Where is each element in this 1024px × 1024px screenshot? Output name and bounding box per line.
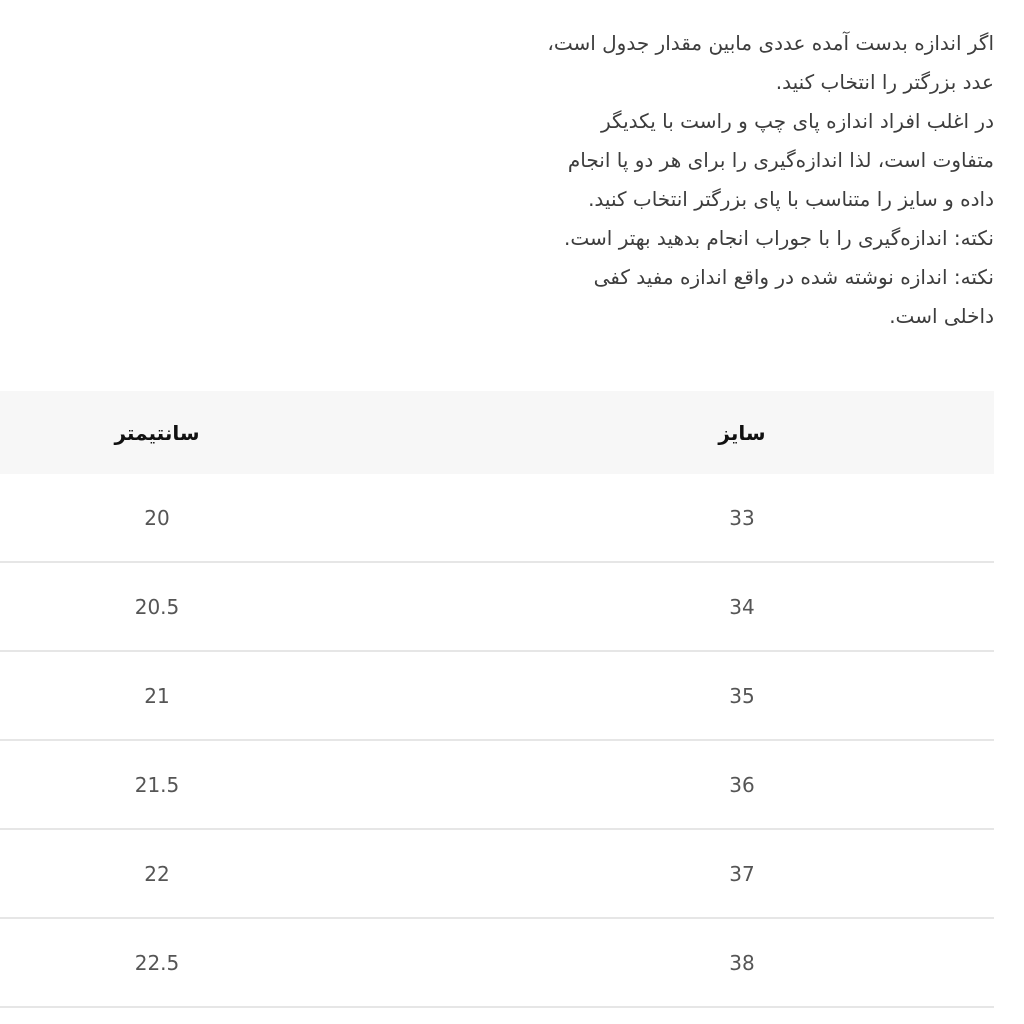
centimeter-cell: 21.5 bbox=[0, 740, 478, 829]
centimeter-cell: 21 bbox=[0, 651, 478, 740]
size-cell: 38 bbox=[478, 918, 994, 1007]
note-line: نکته: اندازه‌گیری را با جوراب انجام بدهید بهتر است. bbox=[564, 226, 994, 250]
centimeter-cell: 22 bbox=[0, 829, 478, 918]
note-line: اگر اندازه بدست آمده عددی مابین مقدار جدول است، bbox=[547, 31, 994, 55]
note-line: در اغلب افراد اندازه پای چپ و راست با یکدیگر bbox=[601, 109, 994, 133]
size-cell: 34 bbox=[478, 562, 994, 651]
size-guide-notes bbox=[434, 24, 994, 336]
size-column-header: سایز bbox=[478, 391, 994, 474]
size-cell: 37 bbox=[478, 829, 994, 918]
centimeter-column-header: سانتیمتر bbox=[0, 391, 478, 474]
table-row bbox=[0, 562, 994, 651]
size-chart-table bbox=[0, 391, 994, 1008]
note-line: عدد بزرگتر را انتخاب کنید. bbox=[775, 70, 994, 94]
note-line: نکته: اندازه نوشته شده در واقع اندازه مفید کفی bbox=[593, 265, 994, 289]
size-cell: 33 bbox=[478, 474, 994, 562]
size-cell: 35 bbox=[478, 651, 994, 740]
table-row bbox=[0, 740, 994, 829]
table-row bbox=[0, 474, 994, 562]
table-row bbox=[0, 918, 994, 1007]
note-line: داخلی است. bbox=[889, 304, 994, 328]
table-row bbox=[0, 829, 994, 918]
note-line: داده و سایز را متناسب با پای بزرگتر انتخاب کنید. bbox=[588, 187, 994, 211]
table-header-row bbox=[0, 391, 994, 474]
centimeter-cell: 20.5 bbox=[0, 562, 478, 651]
centimeter-cell: 20 bbox=[0, 474, 478, 562]
table-row bbox=[0, 651, 994, 740]
note-line: متفاوت است، لذا اندازه‌گیری را برای هر دو پا انجام bbox=[567, 148, 994, 172]
size-cell: 36 bbox=[478, 740, 994, 829]
centimeter-cell: 22.5 bbox=[0, 918, 478, 1007]
